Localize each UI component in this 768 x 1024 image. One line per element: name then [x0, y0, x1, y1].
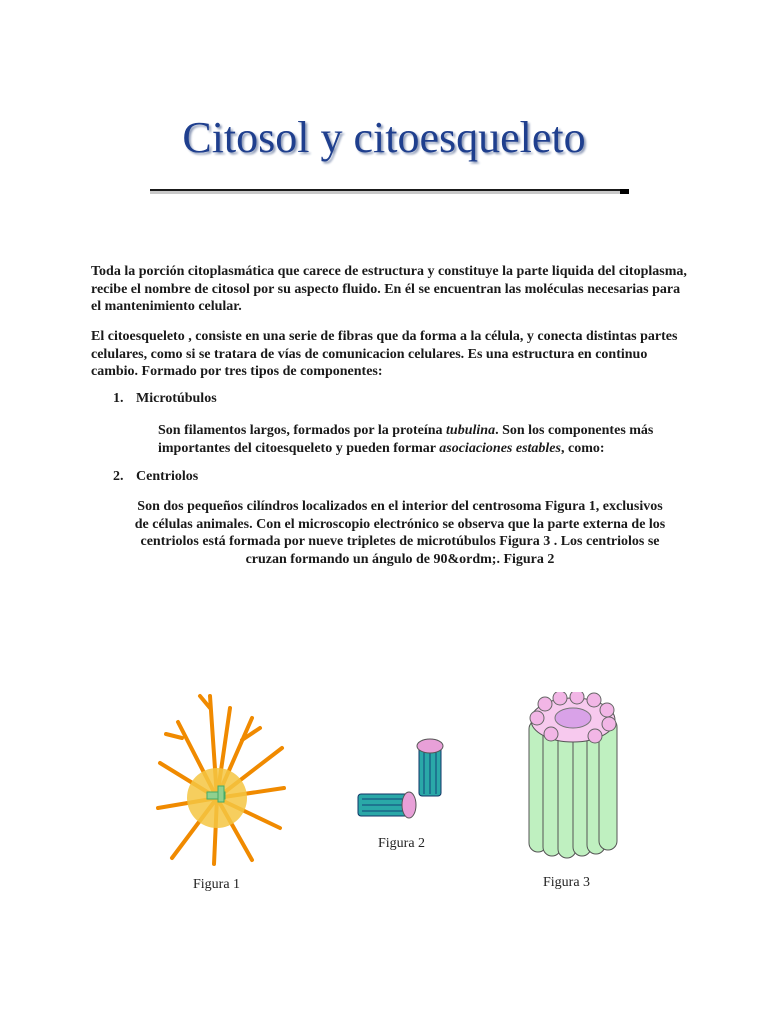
title-underline-end: [620, 189, 629, 194]
figure-3-caption: Figura 3: [543, 875, 591, 890]
figure-3-centriole-cylinder-illustration: [523, 692, 623, 862]
figure-1-caption: Figura 1: [193, 877, 241, 892]
figure-1-centrosome-illustration: [152, 688, 292, 868]
list-number-2: 2.: [113, 469, 124, 484]
centriolos-description: Son dos pequeños cilíndros localizados en el interior del centrosoma Figura 1, exclusivos de células animales. Con el microscopio electrónico se observa que la parte externa de los centriolos está formada por nueve tripletes de microtúbulos Figura 3 . Los centriolos se cruzan formando un ángulo de 90&ordm;. Figura 2: [134, 499, 666, 567]
paragraph-citoesqueleto: El citoesqueleto , consiste en una serie de fibras que da forma a la célula, y conecta distintas partes celulares, como si se tratara de vías de comunicacion celulares. Es una estructura en continuo cambio. Formado por tres tipos de componentes:: [91, 329, 678, 379]
list-label-centriolos: Centriolos: [136, 469, 199, 484]
figure-2-caption: Figura 2: [378, 836, 426, 851]
list-label-microtubulos: Microtúbulos: [136, 391, 217, 406]
paragraph-citosol: Toda la porción citoplasmática que carece de estructura y constituye la parte liquida del citoplasma, recibe el nombre de citosol por su aspecto fluido. En él se encuentran las moléculas necesarias para el mantenimiento celular.: [91, 264, 687, 314]
figure-2-centrioles-illustration: [354, 738, 454, 833]
list-number-1: 1.: [113, 391, 124, 406]
title-underline: [150, 189, 628, 194]
microtubulos-description: Son filamentos largos, formados por la proteína tubulina. Son los componentes más importantes del citoesqueleto y pueden formar asociaciones estables, como:: [158, 423, 654, 456]
page-title: Citosol y citoesqueleto: [182, 113, 586, 162]
